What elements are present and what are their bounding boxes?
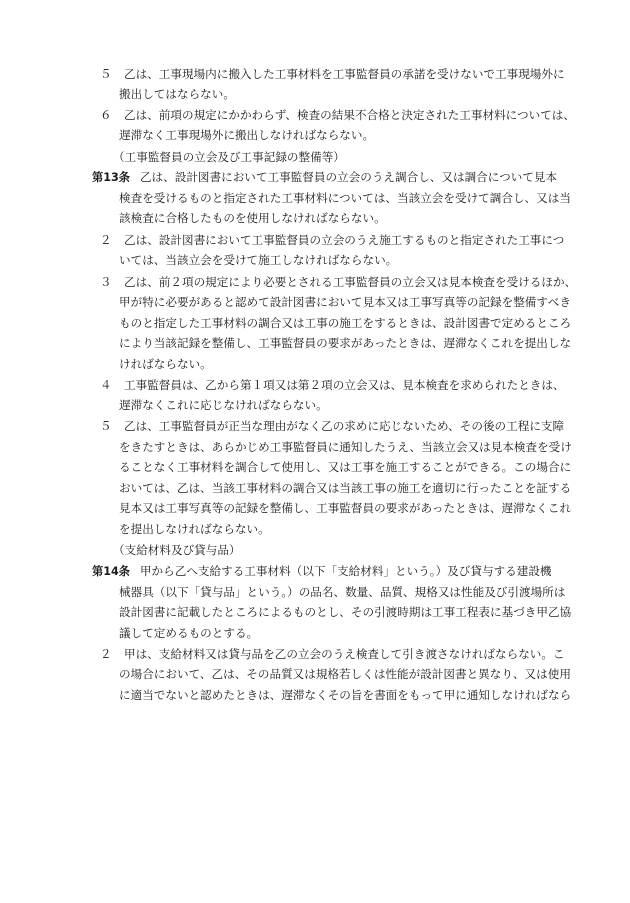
paragraph-5-line-1: ５ 乙は、工事現場内に搬入した工事材料を工事監督員の承諾を受けないで工事現場外に <box>100 67 565 81</box>
article-14-line-3: 設計図書に記載したところによるものとし、その引渡時期は工事工程表に基づき甲乙協 <box>119 605 572 619</box>
article-13-paragraph-4-line-1: ４ 工事監督員は、乙から第１項又は第２項の立会又は、見本検査を求められたときは、 <box>100 378 565 392</box>
paragraph-number: ３ <box>100 275 112 289</box>
article-14-paragraph-2-line-1: ２ 甲は、支給材料又は貸与品を乙の立会のうえ検査して引き渡さなければならない。こ <box>100 647 565 661</box>
article-13-paragraph-4-line-2: 遅滞なくこれに応じなければならない。 <box>119 398 328 412</box>
article-14-line-1: 第14条 甲から乙へ支給する工事材料（以下「支給材料」という。）及び貸与する建設機 <box>92 564 552 578</box>
article-13-paragraph-5-line-3: ることなく工事材料を調合して使用し、又は工事を施工することができる。この場合に <box>119 460 572 474</box>
article-13-paragraph-2-line-2: いては、当該立会を受けて施工しなければならない。 <box>119 253 398 267</box>
paragraph-5-line-2: 搬出してはならない。 <box>119 87 235 101</box>
paragraph-number: ６ <box>100 108 112 122</box>
article-13-line-2: 検査を受けるものと指定された工事材料については、当該立会を受けて調合し、又は当 <box>119 191 571 205</box>
paragraph-6-line-1: ６ 乙は、前項の規定にかかわらず、検査の結果不合格と決定された工事材料については、 <box>100 108 575 122</box>
article-13-paragraph-5-line-5: 見本又は工事写真等の記録を整備し、工事監督員の要求があったときは、遅滞なくこれ <box>119 501 572 515</box>
article-13-line-3: 該検査に合格したものを使用しなければならない。 <box>119 211 386 225</box>
paragraph-number: ２ <box>100 233 112 247</box>
article-13-paragraph-3-line-1: ３ 乙は、前２項の規定により必要とされる工事監督員の立会又は見本検査を受けるほか、 <box>100 275 577 289</box>
article-14-paragraph-2-line-2: の場合において、乙は、その品質又は規格若しくは性能が設計図書と異なり、又は使用 <box>119 667 571 681</box>
article-14-label: 第14条 <box>92 565 130 578</box>
paragraph-number: ２ <box>100 647 112 661</box>
paragraph-6-line-2: 遅滞なく工事現場外に搬出しなければならない。 <box>119 128 375 142</box>
paragraph-number: ４ <box>100 378 112 392</box>
article-13-paragraph-5-line-2: をきたすときは、あらかじめ工事監督員に通知したうえ、当該立会又は見本検査を受け <box>119 440 572 454</box>
article-13-paragraph-5-line-4: おいては、乙は、当該工事材料の調合又は当該工事の施工を適切に行ったことを証する <box>119 481 572 495</box>
article-14-line-4: 議して定めるものとする。 <box>119 626 259 640</box>
article-13-paragraph-5-line-1: ５ 乙は、工事監督員が正当な理由がなく乙の求めに応じないため、その後の工程に支障 <box>100 419 565 433</box>
article-14-line-2: 械器具（以下「貸与品」という。）の品名、数量、品質、規格又は性能及び引渡場所は <box>119 585 566 599</box>
article-13-label: 第13条 <box>92 171 130 184</box>
article-13-heading: （工事監督員の立会及び工事記録の整備等） <box>113 150 345 164</box>
article-13-paragraph-3-line-4: により当該記録を整備し、工事監督員の要求があったときは、遅滞なくこれを提出しな <box>119 336 572 350</box>
article-13-paragraph-3-line-2: 甲が特に必要があると認めて設計図書において見本又は工事写真等の記録を整備すべき <box>119 295 571 309</box>
article-13-paragraph-2-line-1: ２ 乙は、設計図書において工事監督員の立会のうえ施工するものと指定された工事につ <box>100 233 565 247</box>
article-13-paragraph-3-line-5: ければならない。 <box>119 357 212 371</box>
article-13-paragraph-5-line-6: を提出しなければならない。 <box>119 522 270 536</box>
article-13-line-1: 第13条 乙は、設計図書において工事監督員の立会のうえ調合し、又は調合について見本 <box>92 170 558 184</box>
paragraph-number: ５ <box>100 67 112 81</box>
article-14-paragraph-2-line-3: に適当でないと認めたときは、遅滞なくその旨を書面をもって甲に通知しなければなら <box>119 688 572 702</box>
article-14-heading: （支給材料及び貸与品） <box>113 543 241 557</box>
article-13-paragraph-3-line-3: ものと指定した工事材料の調合又は工事の施工をするときは、設計図書で定めるところ <box>119 316 572 330</box>
paragraph-number: ５ <box>100 419 112 433</box>
